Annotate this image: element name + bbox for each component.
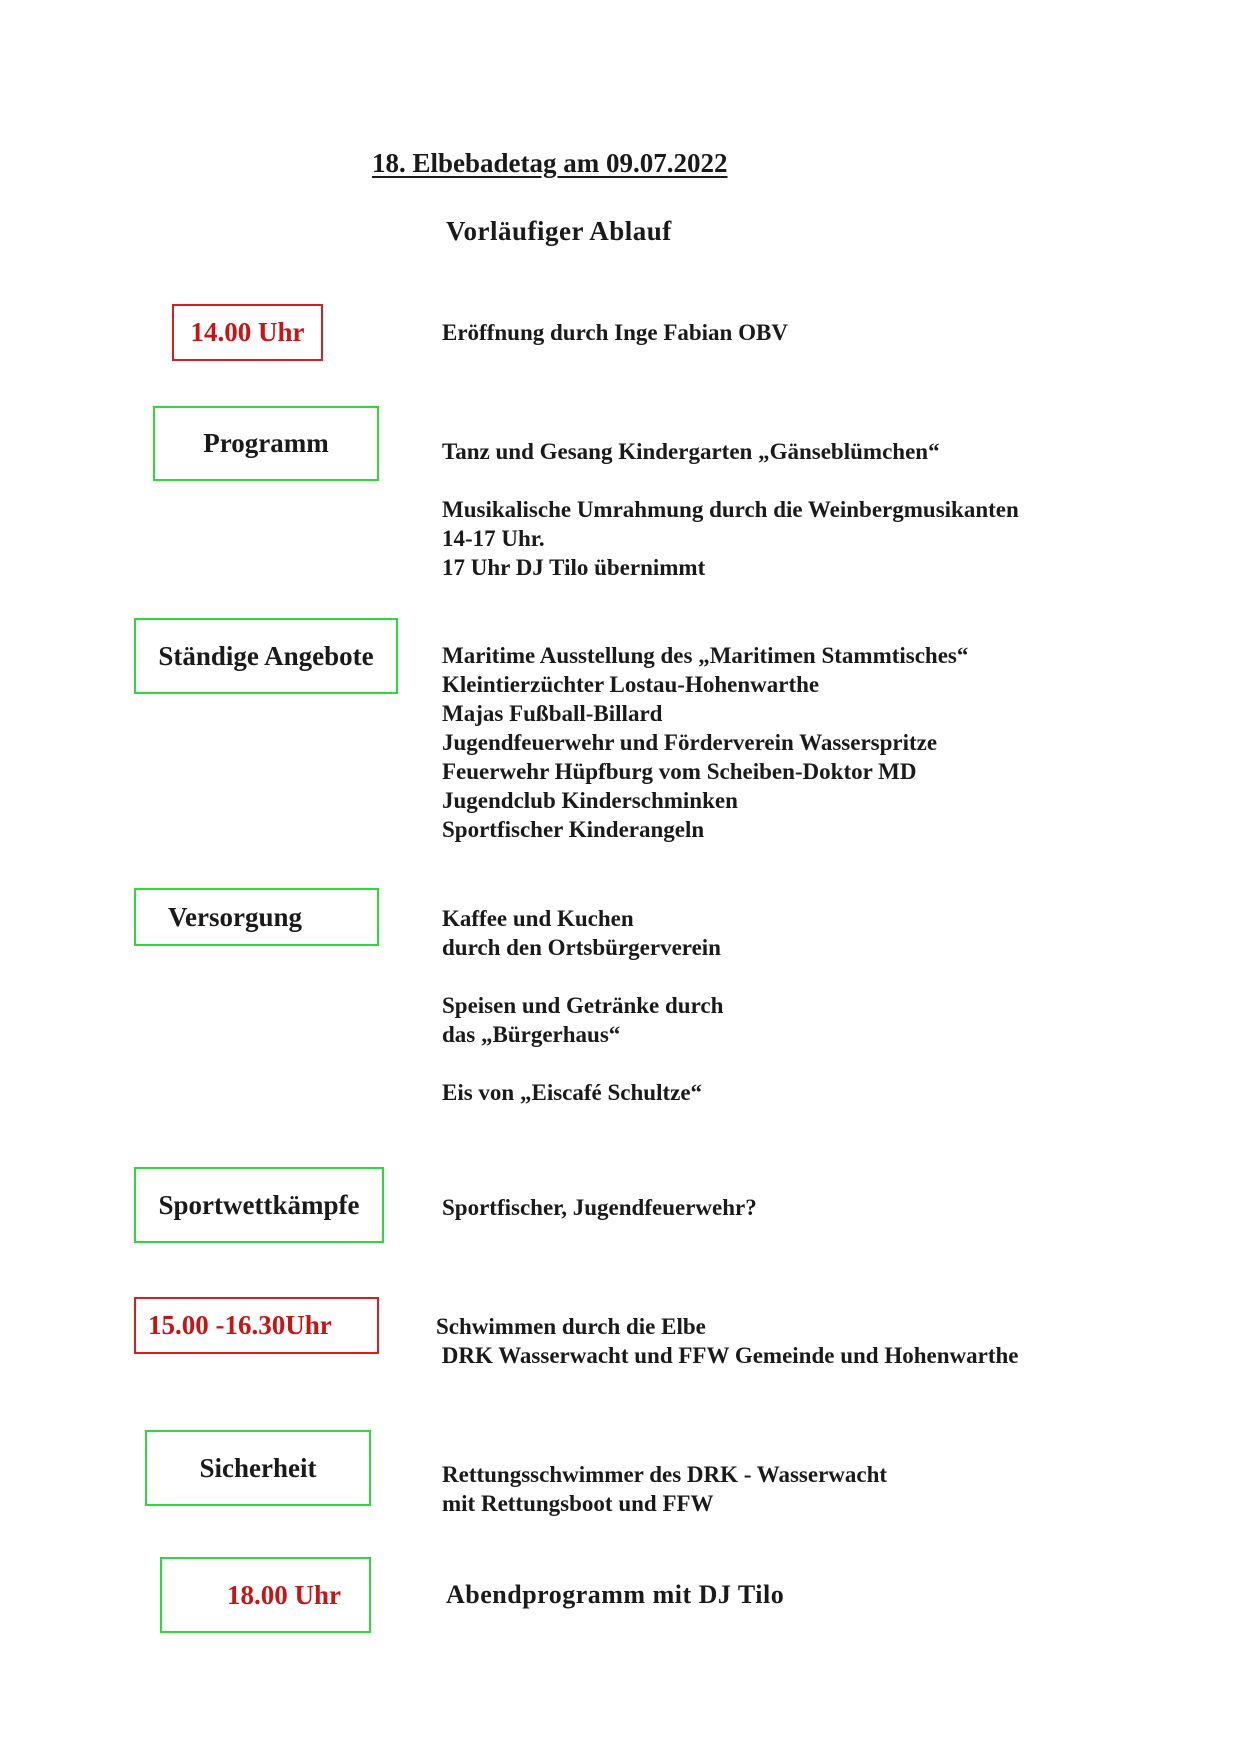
- description-line: Tanz und Gesang Kindergarten „Gänseblümchen“: [442, 439, 940, 464]
- schedule-description-sport: [442, 1193, 757, 1222]
- description-line: DRK Wasserwacht und FFW Gemeinde und Hohenwarthe: [436, 1343, 1019, 1368]
- description-line: Jugendclub Kinderschminken: [442, 788, 738, 813]
- description-line: 14-17 Uhr.: [442, 526, 545, 551]
- time-box-label: 14.00 Uhr: [190, 317, 305, 347]
- category-box-versorgung: [134, 888, 379, 946]
- schedule-description-evening: [446, 1580, 784, 1609]
- category-box-sportwettkaempfe: [134, 1167, 384, 1243]
- description-line: Rettungsschwimmer des DRK - Wasserwacht: [442, 1462, 888, 1487]
- page-subtitle: Vorläufiger Ablauf: [446, 216, 672, 246]
- description-line: Jugendfeuerwehr und Förderverein Wasserspritze: [442, 730, 938, 755]
- time-box-label: 18.00 Uhr: [227, 1579, 341, 1610]
- description-line: Sportfischer, Jugendfeuerwehr?: [442, 1195, 757, 1220]
- description-line: 17 Uhr DJ Tilo übernimmt: [442, 555, 706, 580]
- schedule-description-swimming: [436, 1312, 1019, 1370]
- description-line: Kleintierzüchter Lostau-Hohenwarthe: [442, 672, 820, 697]
- category-label: Programm: [203, 428, 329, 458]
- category-label: Sportwettkämpfe: [158, 1189, 360, 1220]
- category-box-programm: [153, 406, 379, 481]
- schedule-description-angebote: [442, 641, 968, 844]
- category-box-sicherheit: [145, 1430, 371, 1506]
- time-box-evening: [160, 1557, 371, 1633]
- description-line: Schwimmen durch die Elbe: [436, 1314, 706, 1339]
- description-line: Eis von „Eiscafé Schultze“: [442, 1080, 703, 1105]
- description-line: durch den Ortsbürgerverein: [442, 935, 721, 960]
- description-line: Feuerwehr Hüpfburg vom Scheiben-Doktor MD: [442, 759, 917, 784]
- description-line: Kaffee und Kuchen: [442, 906, 634, 931]
- category-box-staendige-angebote: [134, 618, 398, 694]
- page-title: 18. Elbebadetag am 09.07.2022: [372, 148, 728, 178]
- schedule-description-versorgung: [442, 904, 723, 1107]
- description-line: Speisen und Getränke durch: [442, 993, 724, 1018]
- schedule-description-opening: [442, 318, 788, 347]
- description-line: Eröffnung durch Inge Fabian OBV: [442, 320, 788, 345]
- time-box-opening: [172, 304, 323, 361]
- time-box-label: 15.00 -16.30Uhr: [148, 1310, 332, 1340]
- description-line: Abendprogramm mit DJ Tilo: [446, 1580, 785, 1609]
- category-label: Ständige Angebote: [158, 640, 374, 671]
- description-line: das „Bürgerhaus“: [442, 1022, 621, 1047]
- description-line: Majas Fußball-Billard: [442, 701, 663, 726]
- description-line: Musikalische Umrahmung durch die Weinbergmusikanten: [442, 497, 1019, 522]
- description-line: Maritime Ausstellung des „Maritimen Stammtisches“: [442, 643, 969, 668]
- schedule-description-sicherheit: [442, 1460, 887, 1518]
- category-label: Versorgung: [168, 901, 303, 932]
- time-box-swimming: [134, 1297, 379, 1354]
- description-line: mit Rettungsboot und FFW: [442, 1491, 714, 1516]
- description-line: Sportfischer Kinderangeln: [442, 817, 705, 842]
- schedule-description-programm: [442, 437, 1019, 582]
- category-label: Sicherheit: [199, 1452, 317, 1483]
